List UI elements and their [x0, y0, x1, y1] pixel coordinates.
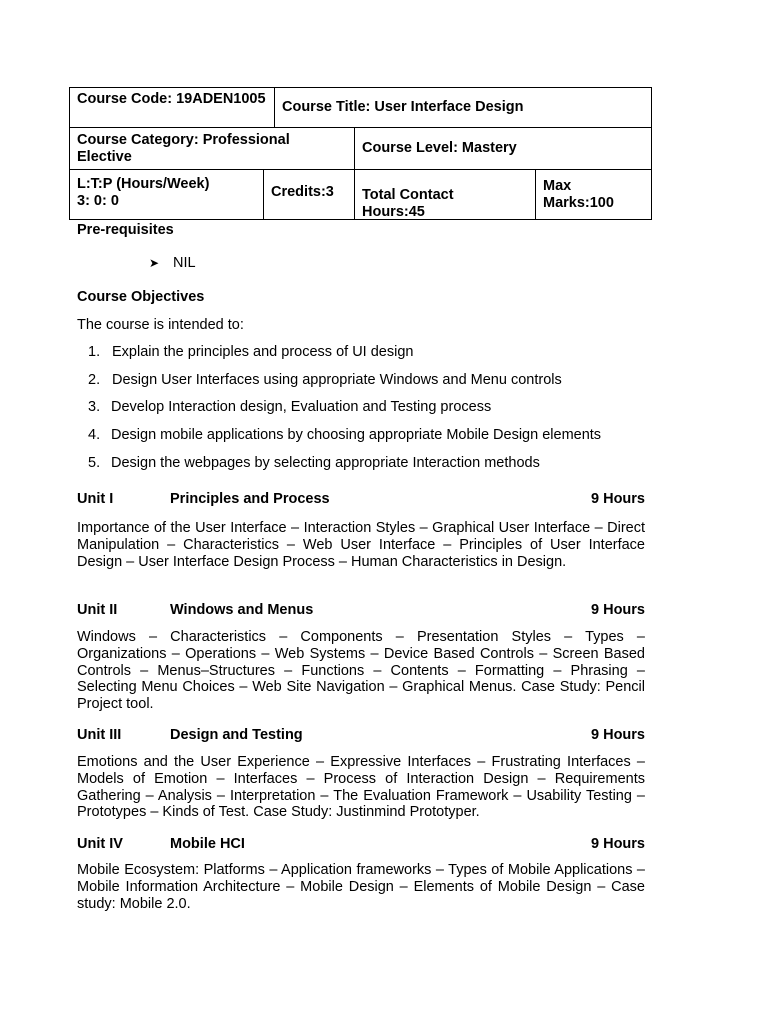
objective-item: Design the webpages by selecting appropriate Interaction methods: [111, 455, 540, 471]
unit-content: Windows – Characteristics – Components – Presentation Styles – Types – Organizations – Operations – Web Systems – Device Based Controls – Screen Based Controls – Menus–Structures – Functions – Contents – Formatting – Phrasing – Selecting Menu Choices – Web Site Navigation – Graphical Menus. Case Study: Pencil Project tool.: [77, 629, 645, 713]
course-code-cell: [69, 87, 275, 128]
arrow-bullet-icon: ➤: [149, 256, 160, 270]
unit-label: Unit I: [77, 491, 114, 507]
unit-header: [77, 601, 645, 619]
credits-cell: [263, 169, 355, 220]
ltp-value: 3: 0: 0: [77, 193, 119, 209]
ltp-cell: [69, 169, 264, 220]
objective-number: 2.: [88, 372, 101, 388]
course-category-cell: [69, 127, 355, 170]
credits: Credits:3: [271, 184, 334, 200]
objective-item: Design mobile applications by choosing appropriate Mobile Design elements: [111, 427, 602, 443]
unit-label: Unit IV: [77, 836, 123, 852]
objective-number: 5.: [88, 455, 101, 471]
unit-label: Unit III: [77, 727, 122, 743]
max-marks-cell: [535, 169, 652, 220]
unit-hours: 9 Hours: [591, 491, 645, 507]
course-level-cell: [354, 127, 652, 170]
unit-header: [77, 835, 645, 853]
unit-header: [77, 726, 645, 744]
prerequisite-item: NIL: [173, 255, 196, 271]
total-contact-hours: Total Contact Hours:45: [362, 187, 454, 220]
course-level: Course Level: Mastery: [362, 140, 517, 156]
objective-item: Develop Interaction design, Evaluation and Testing process: [111, 399, 492, 415]
objective-item: Explain the principles and process of UI design: [112, 344, 414, 360]
unit-hours: 9 Hours: [591, 836, 645, 852]
unit-title: Design and Testing: [170, 727, 303, 743]
unit-label: Unit II: [77, 602, 118, 618]
unit-title: Mobile HCI: [170, 836, 245, 852]
unit-title: Principles and Process: [170, 491, 330, 507]
objective-number: 1.: [88, 344, 101, 360]
max-marks: Max Marks:100: [543, 178, 614, 211]
objective-number: 4.: [88, 427, 101, 443]
course-info-table: [69, 87, 652, 220]
unit-content: Mobile Ecosystem: Platforms – Application frameworks – Types of Mobile Applications – Mobile Information Architecture – Mobile Design – Elements of Mobile Design – Case study: Mobile 2.0.: [77, 862, 645, 912]
unit-content: Emotions and the User Experience – Expressive Interfaces – Frustrating Interfaces – Models of Emotion – Interfaces – Process of Interaction Design – Requirements Gathering – Analysis – Interpretation – The Evaluation Framework – Usability Testing – Prototypes – Kinds of Test. Case Study: Justinmind Prototyper.: [77, 754, 645, 821]
objective-number: 3.: [88, 399, 101, 415]
unit-hours: 9 Hours: [591, 602, 645, 618]
objective-item: Design User Interfaces using appropriate Windows and Menu controls: [112, 372, 562, 388]
contact-hours-cell: [354, 169, 536, 220]
ltp-label: L:T:P (Hours/Week): [77, 176, 210, 192]
objectives-intro: The course is intended to:: [77, 317, 244, 333]
unit-title: Windows and Menus: [170, 602, 314, 618]
objectives-heading: Course Objectives: [77, 289, 205, 305]
course-title-cell: [274, 87, 652, 128]
course-code: Course Code: 19ADEN1005: [77, 91, 266, 107]
unit-header: [77, 490, 645, 508]
course-category: Course Category: Professional Elective: [77, 132, 290, 165]
course-title: Course Title: User Interface Design: [282, 99, 524, 115]
unit-content: Importance of the User Interface – Interaction Styles – Graphical User Interface – Direct Manipulation – Characteristics – Web User Interface – Principles of User Interface Design – User Interface Design Process – Human Characteristics in Design.: [77, 520, 645, 570]
prerequisites-heading: Pre-requisites: [77, 222, 174, 238]
unit-hours: 9 Hours: [591, 727, 645, 743]
